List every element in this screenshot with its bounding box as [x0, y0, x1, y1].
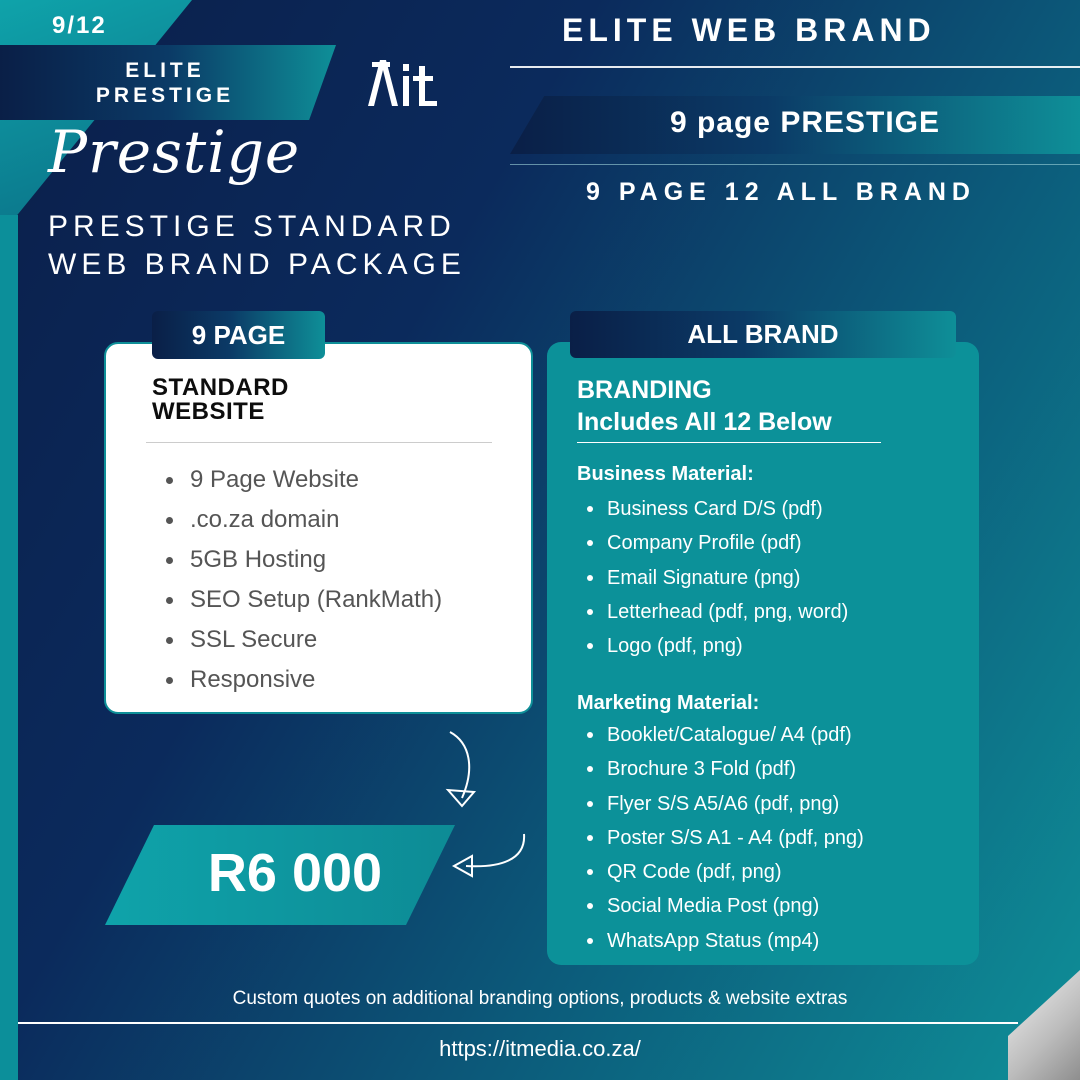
- list-item: Responsive: [164, 660, 442, 700]
- custom-quotes-note: Custom quotes on additional branding options, products & website extras: [232, 988, 848, 1009]
- prestige-script-title: Prestige: [48, 118, 301, 186]
- curved-arrow-down-icon: [440, 728, 490, 813]
- website-features-list: [164, 460, 442, 700]
- branding-card-tab: ALL BRAND: [570, 311, 956, 358]
- list-item: Social Media Post (png): [577, 889, 864, 923]
- list-item: 5GB Hosting: [164, 540, 442, 580]
- list-item: Flyer S/S A5/A6 (pdf, png): [577, 787, 864, 821]
- prestige-bar-label: 9 page PRESTIGE: [669, 106, 941, 139]
- list-item: Company Profile (pdf): [577, 526, 848, 560]
- website-card-tab: 9 PAGE: [152, 311, 325, 359]
- list-item: Letterhead (pdf, png, word): [577, 595, 848, 629]
- curved-arrow-left-icon: [450, 830, 530, 890]
- header-divider: [510, 66, 1080, 68]
- list-item: Booklet/Catalogue/ A4 (pdf): [577, 718, 864, 752]
- package-title-line2: WEB BRAND PACKAGE: [48, 248, 466, 281]
- package-title: [48, 208, 466, 284]
- website-card-divider: [146, 442, 492, 443]
- website-card-title-line1: STANDARD: [152, 374, 289, 401]
- list-item: WhatsApp Status (mp4): [577, 924, 864, 958]
- price-value: R6 000: [207, 843, 383, 903]
- list-item: 9 Page Website: [164, 460, 442, 500]
- list-item: Email Signature (png): [577, 561, 848, 595]
- footer-divider: [18, 1022, 1018, 1024]
- branding-card-divider: [577, 442, 881, 443]
- website-card-title: [152, 376, 289, 424]
- ribbon-line1: ELITE: [125, 59, 205, 82]
- business-material-heading: Business Material:: [577, 463, 754, 485]
- branding-card-title: [577, 374, 832, 438]
- list-item: SSL Secure: [164, 620, 442, 660]
- ribbon-label: [60, 58, 270, 108]
- marketing-material-list: [577, 718, 864, 958]
- left-accent-strip: [0, 215, 18, 1080]
- brand-logo: [366, 58, 442, 108]
- list-item: .co.za domain: [164, 500, 442, 540]
- website-card-title-line2: WEBSITE: [152, 398, 265, 425]
- list-item: Business Card D/S (pdf): [577, 492, 848, 526]
- elite-web-brand-title: ELITE WEB BRAND: [562, 12, 936, 48]
- package-title-line1: PRESTIGE STANDARD: [48, 210, 456, 243]
- package-subtitle: 9 PAGE 12 ALL BRAND: [586, 178, 976, 206]
- branding-title-line1: BRANDING: [577, 376, 712, 404]
- list-item: SEO Setup (RankMath): [164, 580, 442, 620]
- list-item: Brochure 3 Fold (pdf): [577, 752, 864, 786]
- list-item: Poster S/S A1 - A4 (pdf, png): [577, 821, 864, 855]
- business-material-list: [577, 492, 848, 663]
- website-link[interactable]: https://itmedia.co.za/: [439, 1036, 641, 1061]
- marketing-material-heading: Marketing Material:: [577, 692, 760, 714]
- header-divider-2: [510, 164, 1080, 165]
- page-curl-decoration: [1008, 970, 1080, 1080]
- list-item: Logo (pdf, png): [577, 629, 848, 663]
- list-item: QR Code (pdf, png): [577, 855, 864, 889]
- page-counter: 9/12: [52, 12, 107, 39]
- ribbon-line2: PRESTIGE: [95, 84, 235, 107]
- branding-title-line2: Includes All 12 Below: [577, 408, 832, 436]
